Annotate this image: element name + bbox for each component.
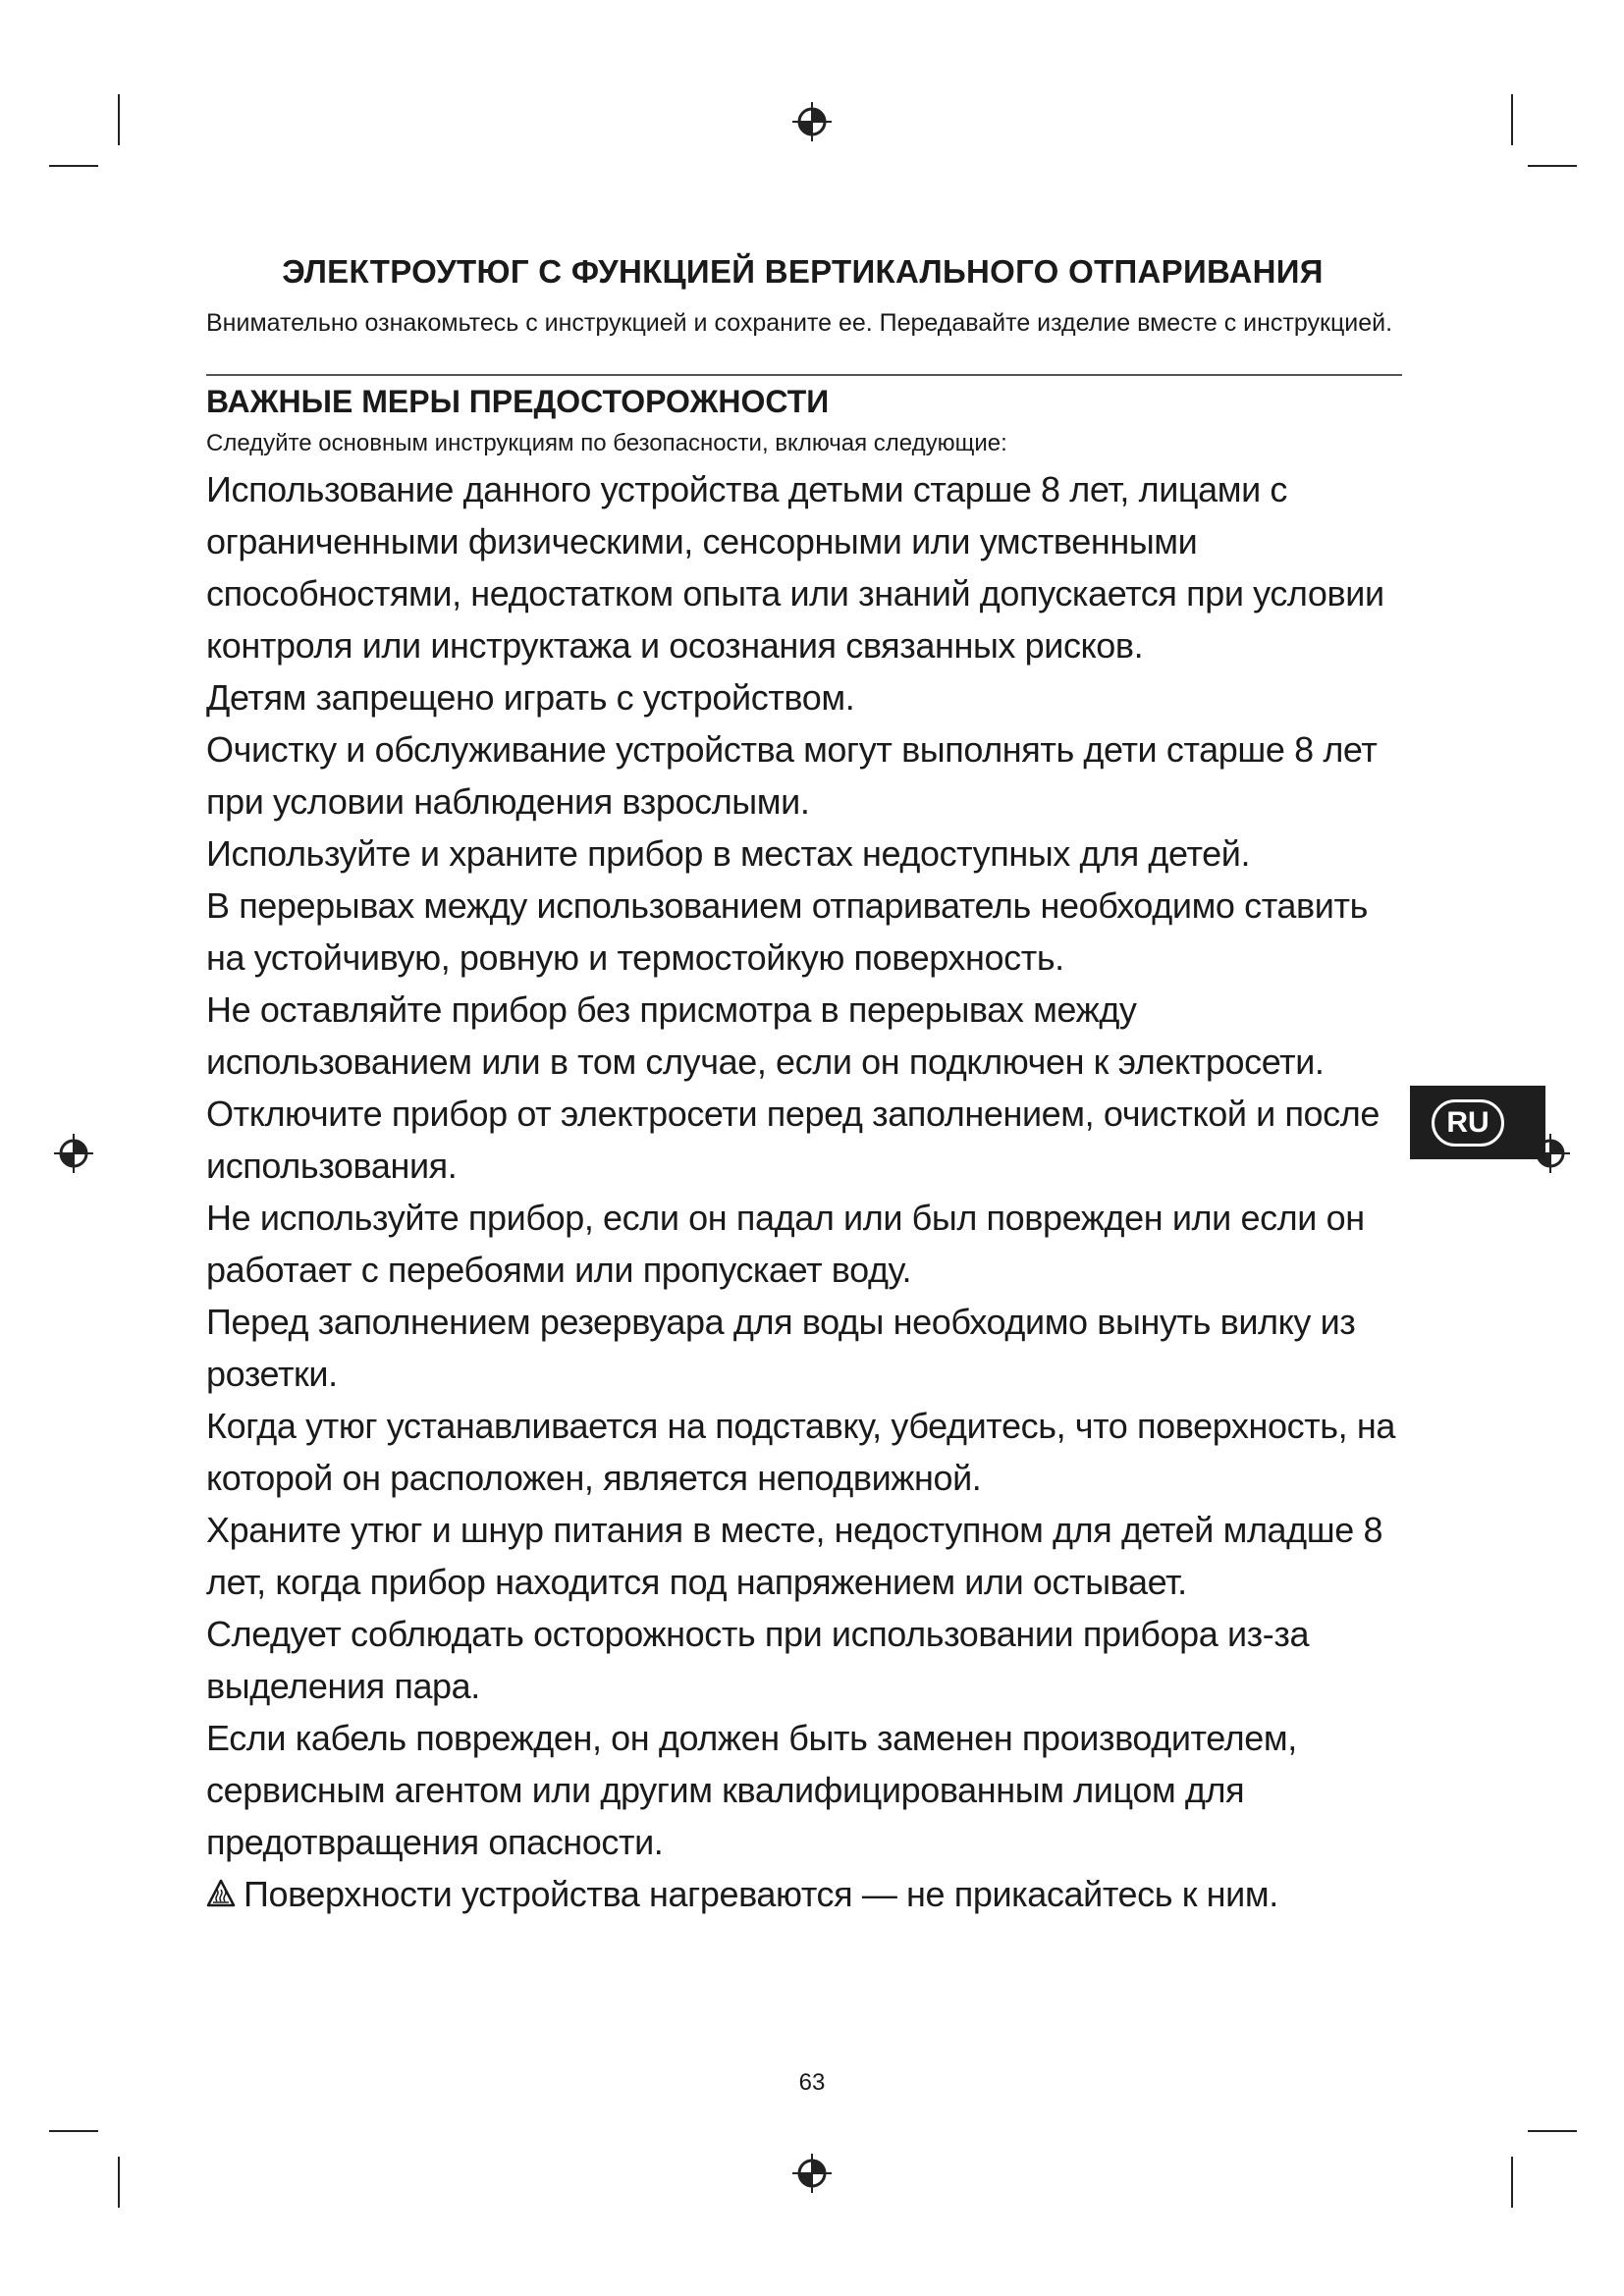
crop-mark-top-left-v — [118, 94, 120, 145]
crop-mark-bottom-right-h — [1528, 2130, 1577, 2132]
safety-warning — [206, 1868, 1399, 1920]
crop-mark-top-left-h — [49, 165, 98, 167]
language-badge: RU — [1432, 1099, 1504, 1147]
safety-item: Используйте и храните прибор в местах недоступных для детей. — [206, 833, 1251, 874]
safety-warning-text: Поверхности устройства нагреваются — не прикасайтесь к ним. — [244, 1874, 1278, 1914]
safety-list — [206, 463, 1399, 1920]
safety-item: Отключите прибор от электросети перед заполнением, очисткой и после использования. — [206, 1094, 1380, 1186]
safety-item: Храните утюг и шнур питания в месте, недоступном для детей младше 8 лет, когда прибор находится под напряжением или остывает. — [206, 1510, 1383, 1602]
crop-mark-bottom-left-v — [118, 2157, 120, 2208]
registration-mark-top-icon — [791, 101, 833, 142]
safety-item: Если кабель поврежден, он должен быть заменен производителем, сервисным агентом или другим квалифицированным лицом для предотвращения опасности. — [206, 1718, 1297, 1862]
section-divider — [206, 374, 1402, 376]
crop-mark-bottom-right-v — [1511, 2157, 1513, 2208]
safety-item: В перерывах между использованием отпариватель необходимо ставить на устойчивую, ровную и термостойкую поверхность. — [206, 885, 1368, 978]
safety-item: Когда утюг устанавливается на подставку, убедитесь, что поверхность, на которой он расположен, является неподвижной. — [206, 1406, 1395, 1498]
safety-item: Не оставляйте прибор без присмотра в перерывах между использованием или в том случае, если он подключен к электросети. — [206, 989, 1325, 1082]
safety-item: Не используйте прибор, если он падал или был поврежден или если он работает с перебоями или пропускает воду. — [206, 1198, 1365, 1290]
safety-item: Следует соблюдать осторожность при использовании прибора из-за выделения пара. — [206, 1614, 1310, 1706]
safety-item: Использование данного устройства детьми старше 8 лет, лицами с ограниченными физическими, сенсорными или умственными способностями, недостатком опыта или знаний допускается при условии контроля или инструктажа и осознания связанных рисков. — [206, 469, 1384, 666]
crop-mark-top-right-v — [1511, 94, 1513, 145]
page-content — [206, 253, 1399, 1920]
safety-item: Перед заполнением резервуара для воды необходимо вынуть вилку из розетки. — [206, 1302, 1356, 1394]
crop-mark-top-right-h — [1528, 165, 1577, 167]
section-lead: Следуйте основным инструкциям по безопасности, включая следующие: — [206, 430, 1007, 456]
hot-surface-warning-icon — [206, 1879, 236, 1908]
page-title: ЭЛЕКТРОУТЮГ С ФУНКЦИЕЙ ВЕРТИКАЛЬНОГО ОТПАРИВАНИЯ — [282, 253, 1324, 290]
intro-text: Внимательно ознакомьтесь с инструкцией и сохраните ее. Передавайте изделие вместе с инструкцией. — [206, 309, 1393, 337]
section-title: ВАЖНЫЕ МЕРЫ ПРЕДОСТОРОЖНОСТИ — [206, 384, 830, 419]
language-tab — [1410, 1086, 1545, 1159]
safety-item: Детям запрещено играть с устройством. — [206, 677, 855, 718]
registration-mark-left-icon — [53, 1133, 94, 1174]
page-number: 63 — [798, 2069, 826, 2096]
crop-mark-bottom-left-h — [49, 2130, 98, 2132]
safety-item: Очистку и обслуживание устройства могут выполнять дети старше 8 лет при условии наблюдения взрослыми. — [206, 729, 1378, 822]
registration-mark-bottom-icon — [791, 2153, 833, 2194]
